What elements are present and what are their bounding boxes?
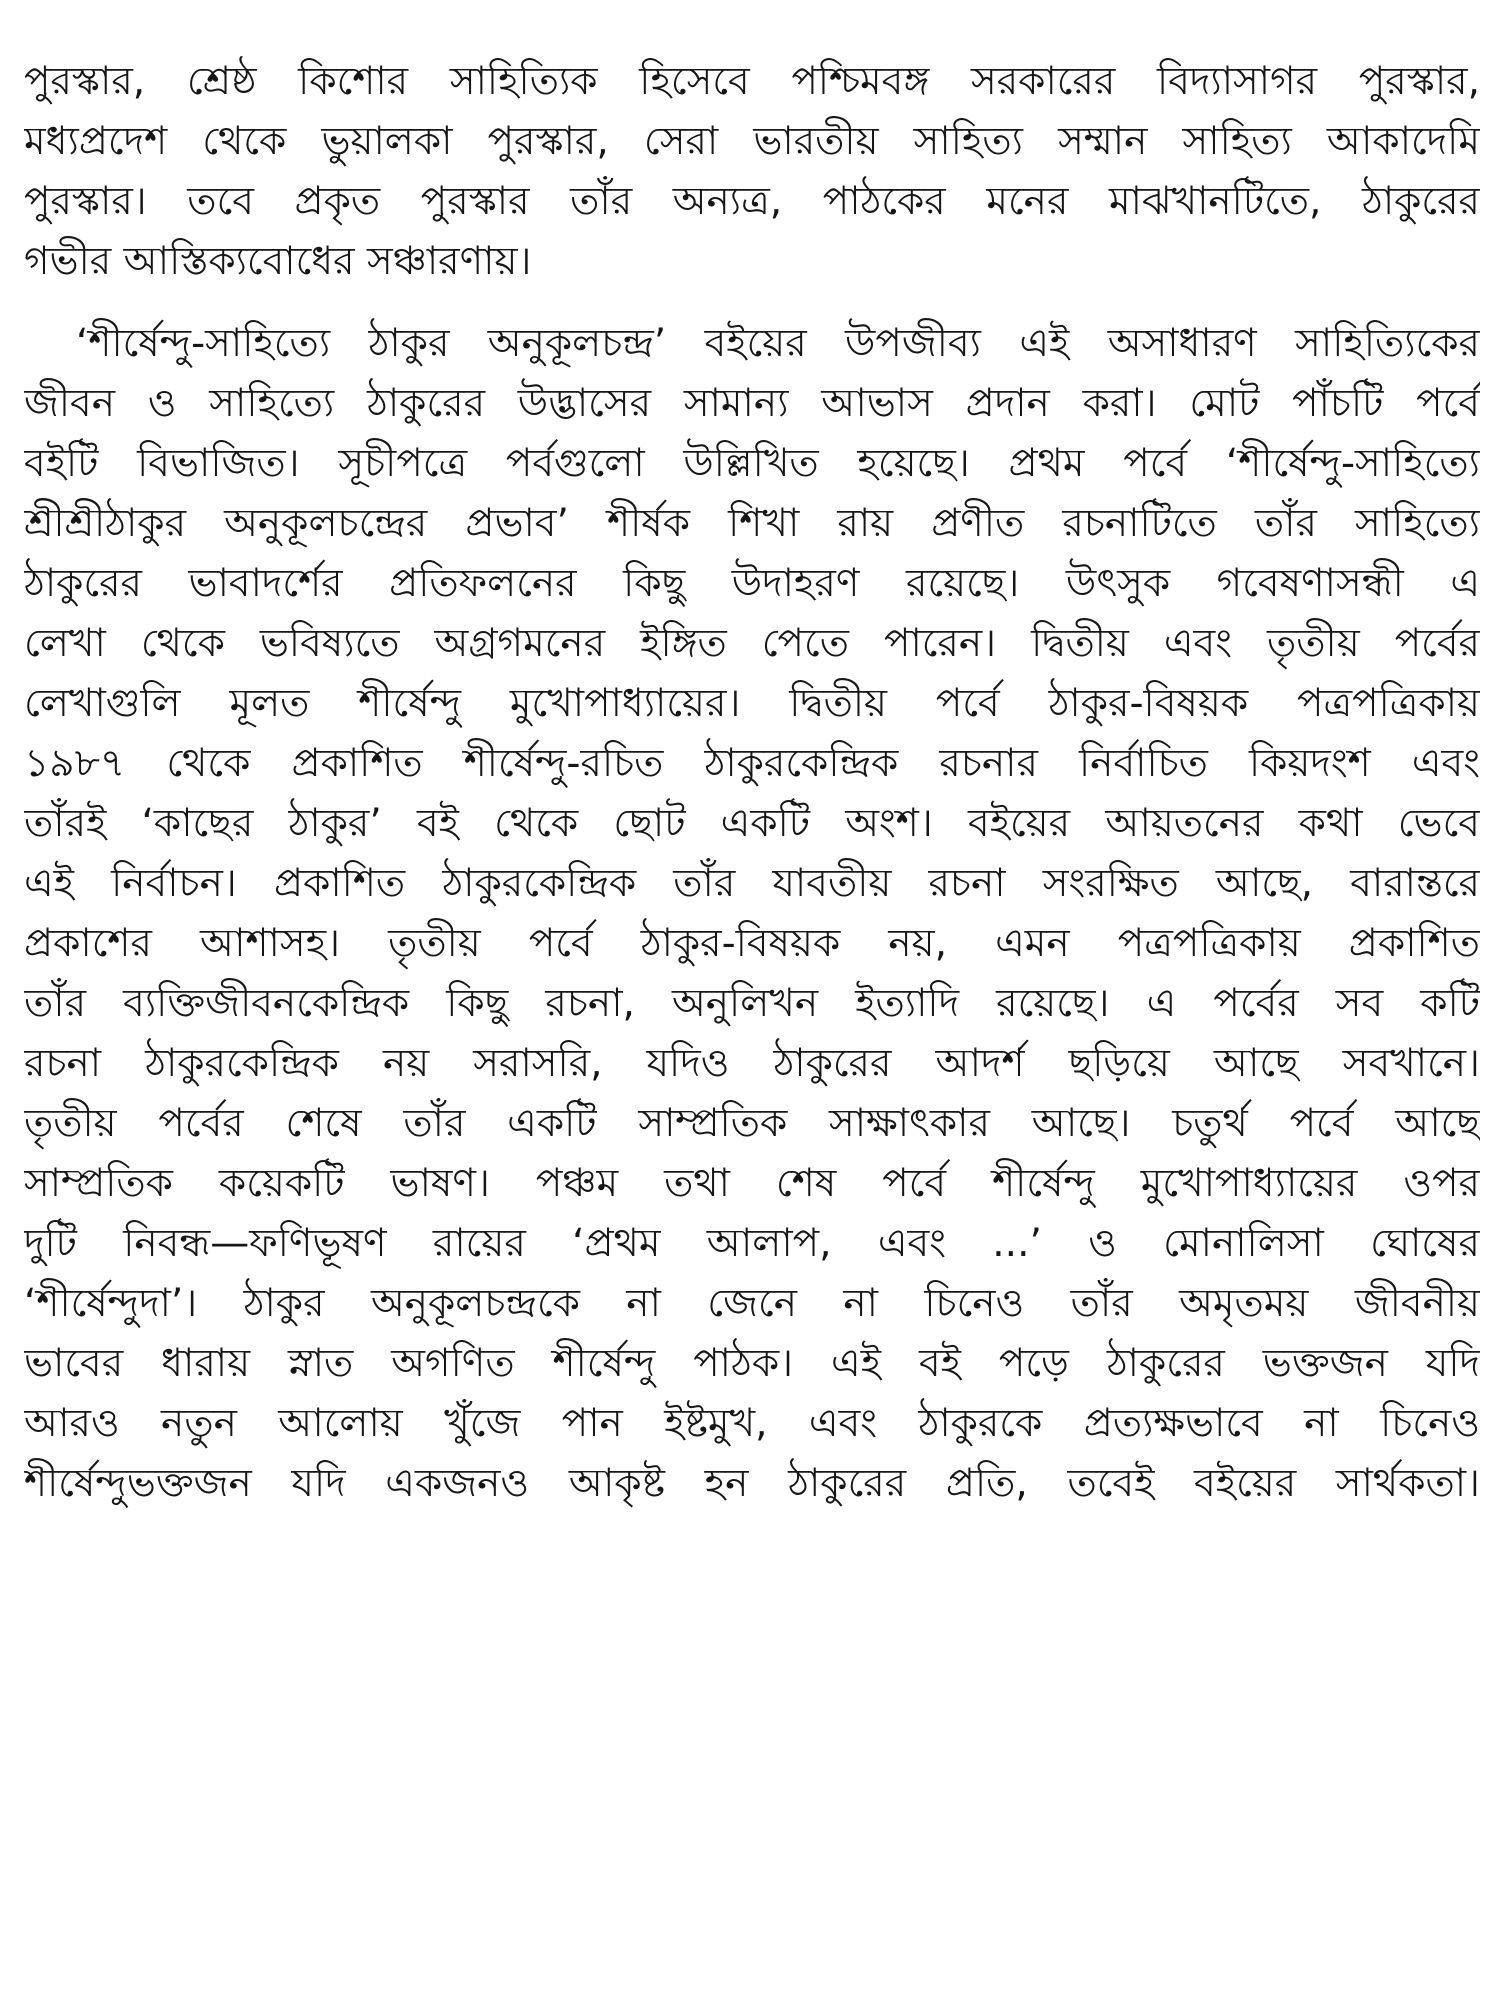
text-line: ১৯৮৭ থেকে প্রকাশিত শীর্ষেন্দু-রচিত ঠাকুরকেন্দ্রিক রচনার নির্বাচিত কিয়দংশ এবং [24, 741, 1480, 786]
text-line: প্রকাশের আশাসহ। তৃতীয় পর্বে ঠাকুর-বিষয়ক নয়, এমন পত্রপত্রিকায় প্রকাশিত [24, 921, 1480, 966]
text-line: বইটি বিভাজিত। সূচীপত্রে পর্বগুলো উল্লিখিত হয়েছে। প্রথম পর্বে ‘শীর্ষেন্দু-সাহিত্যে [24, 441, 1480, 486]
text-line: শ্রীশ্রীঠাকুর অনুকূলচন্দ্রের প্রভাব’ শীর্ষক শিখা রায় প্রণীত রচনাটিতে তাঁর সাহিত্যে [24, 501, 1480, 546]
text-line: জীবন ও সাহিত্যে ঠাকুরের উদ্ভাসের সামান্য আভাস প্রদান করা। মোট পাঁচটি পর্বে [24, 381, 1480, 426]
text-line: ‘শীর্ষেন্দু-সাহিত্যে ঠাকুর অনুকূলচন্দ্র’ বইয়ের উপজীব্য এই অসাধারণ সাহিত্যিকের [76, 321, 1480, 366]
paragraph-2 [24, 314, 1480, 1514]
text-line: পুরস্কার, শ্রেষ্ঠ কিশোর সাহিত্যিক হিসেবে পশ্চিমবঙ্গ সরকারের বিদ্যাসাগর পুরস্কার, [24, 59, 1480, 104]
text-line: গভীর আস্তিক্যবোধের সঞ্চারণায়। [24, 239, 532, 284]
text-line: শীর্ষেন্দুভক্তজন যদি একজনও আকৃষ্ট হন ঠাকুরের প্রতি, তবেই বইয়ের সার্থকতা। [24, 1461, 1480, 1506]
text-line: ভাবের ধারায় স্নাত অগণিত শীর্ষেন্দু পাঠক। এই বই পড়ে ঠাকুরের ভক্তজন যদি [24, 1341, 1480, 1386]
text-line: লেখা থেকে ভবিষ্যতে অগ্রগমনের ইঙ্গিত পেতে পারেন। দ্বিতীয় এবং তৃতীয় পর্বের [24, 621, 1480, 666]
text-line: পুরস্কার। তবে প্রকৃত পুরস্কার তাঁর অন্যত্র, পাঠকের মনের মাঝখানটিতে, ঠাকুরের [24, 179, 1480, 224]
text-line: তাঁর ব্যক্তিজীবনকেন্দ্রিক কিছু রচনা, অনুলিখন ইত্যাদি রয়েছে। এ পর্বের সব কটি [24, 981, 1480, 1026]
text-line: ঠাকুরের ভাবাদর্শের প্রতিফলনের কিছু উদাহরণ রয়েছে। উৎসুক গবেষণাসন্ধী এ [24, 561, 1480, 606]
text-line: দুটি নিবন্ধ—ফণিভূষণ রায়ের ‘প্রথম আলাপ, এবং ...’ ও মোনালিসা ঘোষের [24, 1221, 1480, 1266]
text-line: ‘শীর্ষেন্দুদা’। ঠাকুর অনুকূলচন্দ্রকে না জেনে না চিনেও তাঁর অমৃতময় জীবনীয় [24, 1281, 1480, 1326]
document-page [24, 52, 1480, 1514]
paragraph-1 [24, 52, 1480, 292]
text-line: সাম্প্রতিক কয়েকটি ভাষণ। পঞ্চম তথা শেষ পর্বে শীর্ষেন্দু মুখোপাধ্যায়ের ওপর [24, 1161, 1480, 1206]
text-line: লেখাগুলি মূলত শীর্ষেন্দু মুখোপাধ্যায়ের। দ্বিতীয় পর্বে ঠাকুর-বিষয়ক পত্রপত্রিকায় [24, 681, 1480, 726]
text-line: তৃতীয় পর্বের শেষে তাঁর একটি সাম্প্রতিক সাক্ষাৎকার আছে। চতুর্থ পর্বে আছে [24, 1101, 1480, 1146]
text-line: এই নির্বাচন। প্রকাশিত ঠাকুরকেন্দ্রিক তাঁর যাবতীয় রচনা সংরক্ষিত আছে, বারান্তরে [24, 861, 1480, 906]
paragraph-gap [24, 292, 1480, 314]
text-line: রচনা ঠাকুরকেন্দ্রিক নয় সরাসরি, যদিও ঠাকুরের আদর্শ ছড়িয়ে আছে সবখানে। [24, 1041, 1480, 1086]
text-line: মধ্যপ্রদেশ থেকে ভুয়ালকা পুরস্কার, সেরা ভারতীয় সাহিত্য সম্মান সাহিত্য আকাদেমি [24, 119, 1480, 164]
text-line: আরও নতুন আলোয় খুঁজে পান ইষ্টমুখ, এবং ঠাকুরকে প্রত্যক্ষভাবে না চিনেও [24, 1401, 1480, 1446]
text-line: তাঁরই ‘কাছের ঠাকুর’ বই থেকে ছোট একটি অংশ। বইয়ের আয়তনের কথা ভেবে [24, 801, 1480, 846]
